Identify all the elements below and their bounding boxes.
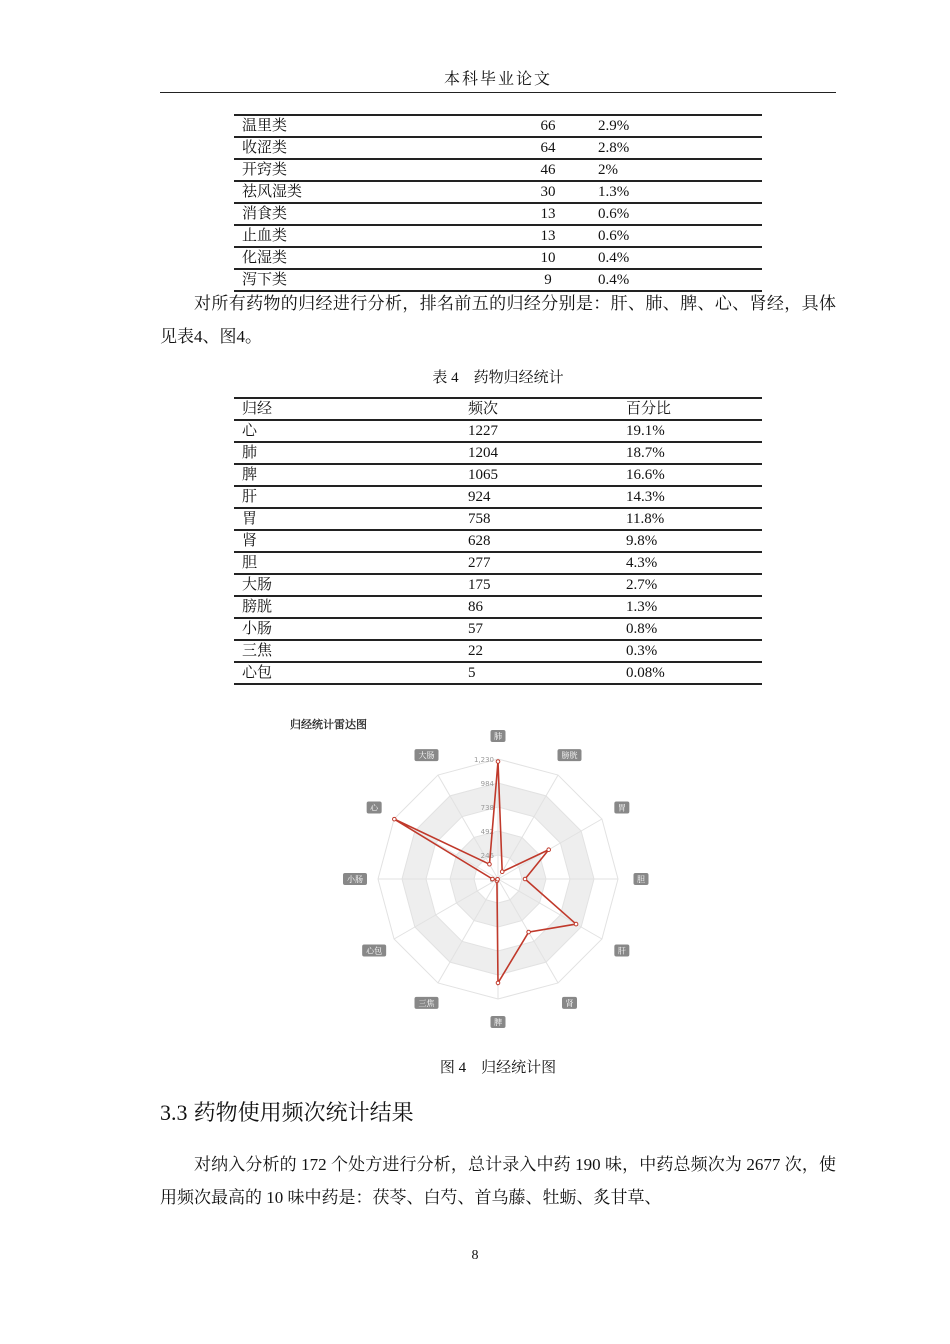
table4-cell: 9.8% (618, 530, 762, 552)
radar-data-point (500, 870, 504, 874)
table4-cell: 脾 (234, 464, 460, 486)
table4-row (234, 508, 762, 530)
table4-cell: 胃 (234, 508, 460, 530)
paragraph-frequency: 对纳入分析的 172 个处方进行分析，总计录入中药 190 味，中药总频次为 2677 次，使用频次最高的 10 味中药是：茯苓、白芍、首乌藤、牡蛎、炙甘草、 (160, 1155, 836, 1207)
section-number: 3.3 (160, 1100, 188, 1125)
category-row (234, 137, 762, 159)
table4-cell: 心 (234, 420, 460, 442)
table4-cell: 22 (460, 640, 618, 662)
category-cell: 30 (498, 181, 590, 203)
radar-data-point (488, 862, 492, 866)
table4-header-cell: 频次 (460, 398, 618, 420)
table4-cell: 1.3% (618, 596, 762, 618)
category-row (234, 247, 762, 269)
table4-row (234, 574, 762, 596)
category-cell: 收涩类 (234, 137, 498, 159)
table4-row (234, 618, 762, 640)
category-row (234, 181, 762, 203)
table4-cell: 0.3% (618, 640, 762, 662)
radar-data-point (527, 930, 531, 934)
category-cell: 0.6% (590, 203, 762, 225)
radar-axis-label: 小肠 (347, 875, 363, 884)
table4-cell: 86 (460, 596, 618, 618)
radar-axis-label: 肾 (565, 998, 574, 1008)
category-cell: 9 (498, 269, 590, 291)
radar-tick-label: 738 (480, 804, 494, 812)
category-cell: 2.8% (590, 137, 762, 159)
table4-cell: 肾 (234, 530, 460, 552)
radar-axis-label: 膀胱 (561, 751, 578, 761)
table4-cell: 三焦 (234, 640, 460, 662)
category-cell: 0.4% (590, 247, 762, 269)
table4-cell: 小肠 (234, 618, 460, 640)
category-cell: 化湿类 (234, 247, 498, 269)
radar-axis-label: 肺 (494, 732, 502, 741)
table4-row (234, 640, 762, 662)
category-cell: 13 (498, 203, 590, 225)
table4-header-cell: 归经 (234, 398, 460, 420)
table4-cell: 大肠 (234, 574, 460, 596)
radar-axis-label: 肝 (617, 946, 626, 956)
radar-tick-label: 984 (480, 780, 494, 788)
radar-chart (280, 712, 680, 1032)
figure4-caption: 图 4 归经统计图 (439, 1060, 557, 1076)
category-row (234, 159, 762, 181)
table4-header-cell: 百分比 (618, 398, 762, 420)
category-cell: 消食类 (234, 203, 498, 225)
table4-meridian-stats (234, 397, 762, 685)
category-row (234, 225, 762, 247)
category-cell: 13 (498, 225, 590, 247)
table4-cell: 277 (460, 552, 618, 574)
table4-cell: 175 (460, 574, 618, 596)
table4-cell: 1227 (460, 420, 618, 442)
radar-data-point (496, 760, 500, 764)
radar-data-point (496, 981, 500, 985)
table4-row (234, 596, 762, 618)
table4-row (234, 442, 762, 464)
table4-cell: 肝 (234, 486, 460, 508)
page-number: 8 (471, 1248, 479, 1263)
table4-cell: 5 (460, 662, 618, 684)
radar-tick-label: 246 (480, 852, 494, 860)
radar-axis-label: 三焦 (418, 998, 435, 1008)
category-cell: 温里类 (234, 115, 498, 137)
radar-data-point (496, 877, 500, 881)
table4-cell: 19.1% (618, 420, 762, 442)
radar-tick-label: 492 (480, 828, 494, 836)
category-row (234, 203, 762, 225)
category-cell: 0.4% (590, 269, 762, 291)
section-title: 药物使用频次统计结果 (193, 1100, 414, 1125)
section-heading (160, 1096, 414, 1127)
table4-row (234, 552, 762, 574)
table4-cell: 膀胱 (234, 596, 460, 618)
category-cell: 止血类 (234, 225, 498, 247)
category-cell: 10 (498, 247, 590, 269)
table4-cell: 2.7% (618, 574, 762, 596)
table4-cell: 1204 (460, 442, 618, 464)
table4-row (234, 662, 762, 684)
category-cell: 66 (498, 115, 590, 137)
table4-cell: 心包 (234, 662, 460, 684)
category-cell: 2.9% (590, 115, 762, 137)
radar-data-point (523, 877, 527, 881)
table4-cell: 0.08% (618, 662, 762, 684)
table4-cell: 57 (460, 618, 618, 640)
table4-cell: 18.7% (618, 442, 762, 464)
table4-row (234, 530, 762, 552)
table4-cell: 758 (460, 508, 618, 530)
radar-axis-label: 大肠 (418, 751, 435, 761)
chart-title: 归经统计雷达图 (290, 718, 367, 731)
radar-axis-label: 胆 (637, 875, 645, 884)
radar-data-point (574, 922, 578, 926)
table4-cell: 16.6% (618, 464, 762, 486)
table4-cell: 1065 (460, 464, 618, 486)
radar-axis-label: 脾 (494, 1018, 502, 1027)
table4-cell: 924 (460, 486, 618, 508)
radar-tick-label: 1,230 (473, 756, 494, 764)
table4-header-row (234, 398, 762, 420)
category-cell: 1.3% (590, 181, 762, 203)
category-row (234, 115, 762, 137)
radar-data-point (393, 817, 397, 821)
radar-axis-label: 心包 (366, 946, 383, 956)
category-cell: 开窍类 (234, 159, 498, 181)
radar-axis-label: 胃 (617, 803, 626, 813)
table4-row (234, 486, 762, 508)
page-header: 本科毕业论文 (160, 66, 836, 93)
table4-cell: 628 (460, 530, 618, 552)
table4-cell: 14.3% (618, 486, 762, 508)
category-cell: 祛风湿类 (234, 181, 498, 203)
table4-caption: 表 4 药物归经统计 (432, 370, 564, 386)
table4-cell: 4.3% (618, 552, 762, 574)
table4-cell: 肺 (234, 442, 460, 464)
category-table-continued (234, 114, 762, 292)
table4-row (234, 420, 762, 442)
table4-cell: 11.8% (618, 508, 762, 530)
category-cell: 46 (498, 159, 590, 181)
radar-data-point (491, 877, 495, 881)
table4-cell: 0.8% (618, 618, 762, 640)
radar-data-point (547, 848, 551, 852)
category-cell: 64 (498, 137, 590, 159)
category-cell: 0.6% (590, 225, 762, 247)
table4-row (234, 464, 762, 486)
category-cell: 泻下类 (234, 269, 498, 291)
category-cell: 2% (590, 159, 762, 181)
table4-cell: 胆 (234, 552, 460, 574)
paragraph-meridian-intro: 对所有药物的归经进行分析，排名前五的归经分别是：肝、肺、脾、心、肾经，具体见表4、图4。 (160, 294, 836, 346)
radar-axis-label: 心 (370, 803, 379, 813)
